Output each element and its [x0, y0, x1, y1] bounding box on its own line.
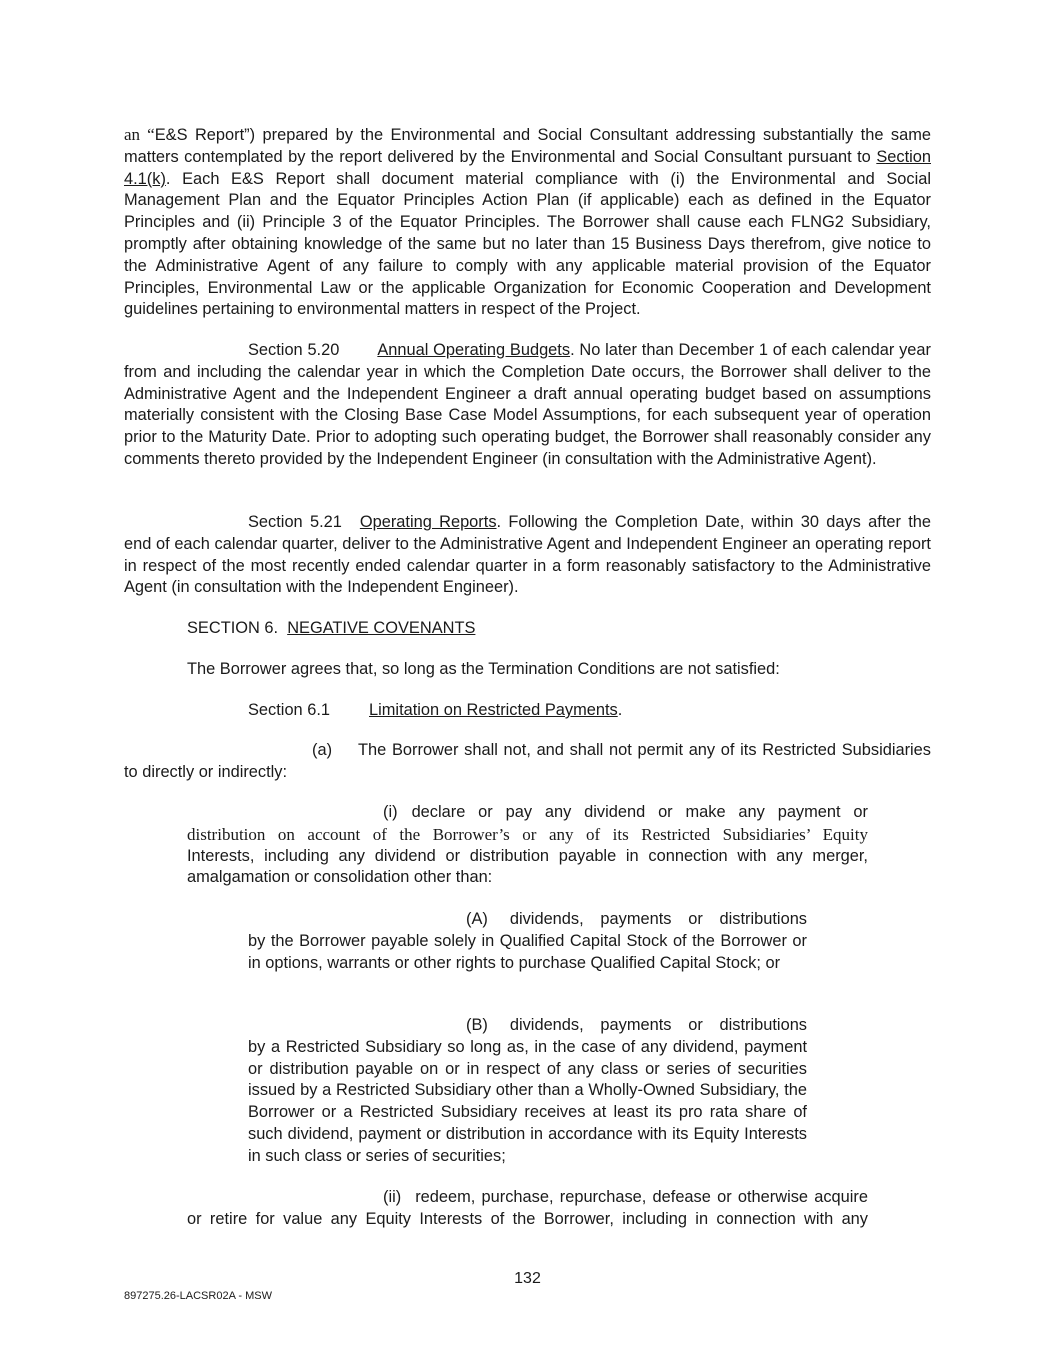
- clause-i-text: declare or pay any dividend or make any payment or: [411, 803, 868, 821]
- clause-B-line1: [248, 1015, 807, 1037]
- clause-A-line1: [248, 909, 807, 931]
- clause-B-text: dividends, payments or distributions: [509, 1016, 807, 1034]
- section-body: . No later than December 1 of each calendar year from and including the calendar year in which the Completion Date occurs, the Borrower shall deliver to the Administrative Agent and the Independent Engineer a draft annual operating budget based on assumptions materially consistent with the Closing Base Case Model Assumptions, for each subsequent year of operation prior to the Maturity Date. Prior to adopting such operating budget, the Borrower shall reasonably consider any comments thereto provided by the Independent Engineer (in consultation with the Administrative Agent).: [124, 341, 931, 468]
- clause-A: [248, 909, 807, 974]
- paragraph-text: ”) prepared by the Environmental and Social Consultant addressing substantially the same matters contemplated by the report delivered by the Environmental and Social Consultant pursuant to: [124, 126, 931, 166]
- section-6-heading: [187, 618, 887, 640]
- borrower-agrees-text: The Borrower agrees that, so long as the Termination Conditions are not satisfied:: [187, 660, 780, 678]
- clause-label: (ii): [383, 1188, 402, 1206]
- clause-A-text: dividends, payments or distributions: [509, 910, 807, 928]
- paragraph-lead: an “: [124, 125, 155, 144]
- clause-label: (a): [312, 741, 333, 759]
- clause-i: [187, 802, 868, 889]
- section-number: Section 5.21: [248, 513, 342, 531]
- section-title-end: .: [617, 701, 623, 719]
- section-6-1-heading: [248, 700, 931, 722]
- paragraph-text: . Each E&S Report shall document material compliance with (i) the Environmental and Social Management Plan and the Equator Principles Action Plan (if applicable) each as defined in the Equator Principles and (ii) Principle 3 of the Equator Principles. The Borrower shall cause each FLNG2 Subsidiary, promptly after obtaining knowledge of the same but no later than 15 Business Days therefrom, give notice to the Administrative Agent of any failure to comply with any applicable material provision of the Equator Principles, Environmental Law or the applicable Organization for Economic Cooperation and Development guidelines pertaining to environmental matters in respect of the Project.: [124, 169, 931, 319]
- clause-a: [124, 740, 931, 784]
- clause-label: (A): [466, 910, 488, 928]
- clause-i-line2: distribution on account of the Borrower’s or any of its Restricted Subsidiaries’ Equity: [187, 824, 868, 844]
- clause-i-rest: Interests, including any dividend or distribution payable in connection with any merger, amalgamation or consolidation other than:: [187, 846, 868, 887]
- borrower-agrees: [187, 659, 931, 681]
- clause-A-rest: by the Borrower payable solely in Qualified Capital Stock of the Borrower or in options, warrants or other rights to purchase Qualified Capital Stock; or: [248, 931, 807, 972]
- clause-i-line1: [187, 802, 868, 824]
- section-number: Section 5.20: [248, 341, 340, 359]
- clause-ii: [187, 1187, 868, 1231]
- clause-B: [248, 1015, 807, 1168]
- cross-reference: Section 4.1(k): [124, 147, 931, 188]
- section-number: Section 6.1: [248, 701, 331, 719]
- clause-ii-line1: [187, 1187, 868, 1209]
- section-5-20: [124, 340, 931, 471]
- section-title: Annual Operating Budgets: [377, 341, 571, 359]
- section-5-21: [124, 512, 931, 599]
- defined-term: E&S Report: [154, 126, 245, 144]
- clause-B-rest: by a Restricted Subsidiary so long as, in the case of any dividend, payment or distribution payable on or in respect of any class or series of securities issued by a Restricted Subsidiary other than a Wholly-Owned Subsidiary, the Borrower or a Restricted Subsidiary receives at least its pro rata share of such dividend, payment or distribution in accordance with its Equity Interests in such class or series of securities;: [248, 1037, 807, 1165]
- section-title: Limitation on Restricted Payments: [369, 701, 618, 719]
- section-title: Operating Reports: [359, 513, 497, 531]
- clause-body: The Borrower shall not, and shall not permit any of its Restricted Subsidiaries to directly or indirectly:: [124, 741, 931, 781]
- clause-ii-text: redeem, purchase, repurchase, defease or otherwise acquire: [415, 1188, 868, 1206]
- document-id: 897275.26-LACSR02A - MSW: [124, 1290, 272, 1302]
- section-heading-title: NEGATIVE COVENANTS: [287, 619, 476, 637]
- section-label: SECTION 6.: [187, 619, 279, 637]
- paragraph-es-report: [124, 124, 931, 321]
- page-number: 132: [514, 1270, 541, 1287]
- clause-label: (i): [383, 803, 398, 821]
- section-body: . Following the Completion Date, within 30 days after the end of each calendar quarter, deliver to the Administrative Agent and Independent Engineer an operating report in respect of the most recently ended calendar quarter in a form reasonably satisfactory to the Administrative Agent (in consultation with the Independent Engineer).: [124, 513, 932, 597]
- clause-label: (B): [466, 1016, 488, 1034]
- clause-ii-line2: or retire for value any Equity Interests of the Borrower, including in connection with any: [187, 1209, 868, 1228]
